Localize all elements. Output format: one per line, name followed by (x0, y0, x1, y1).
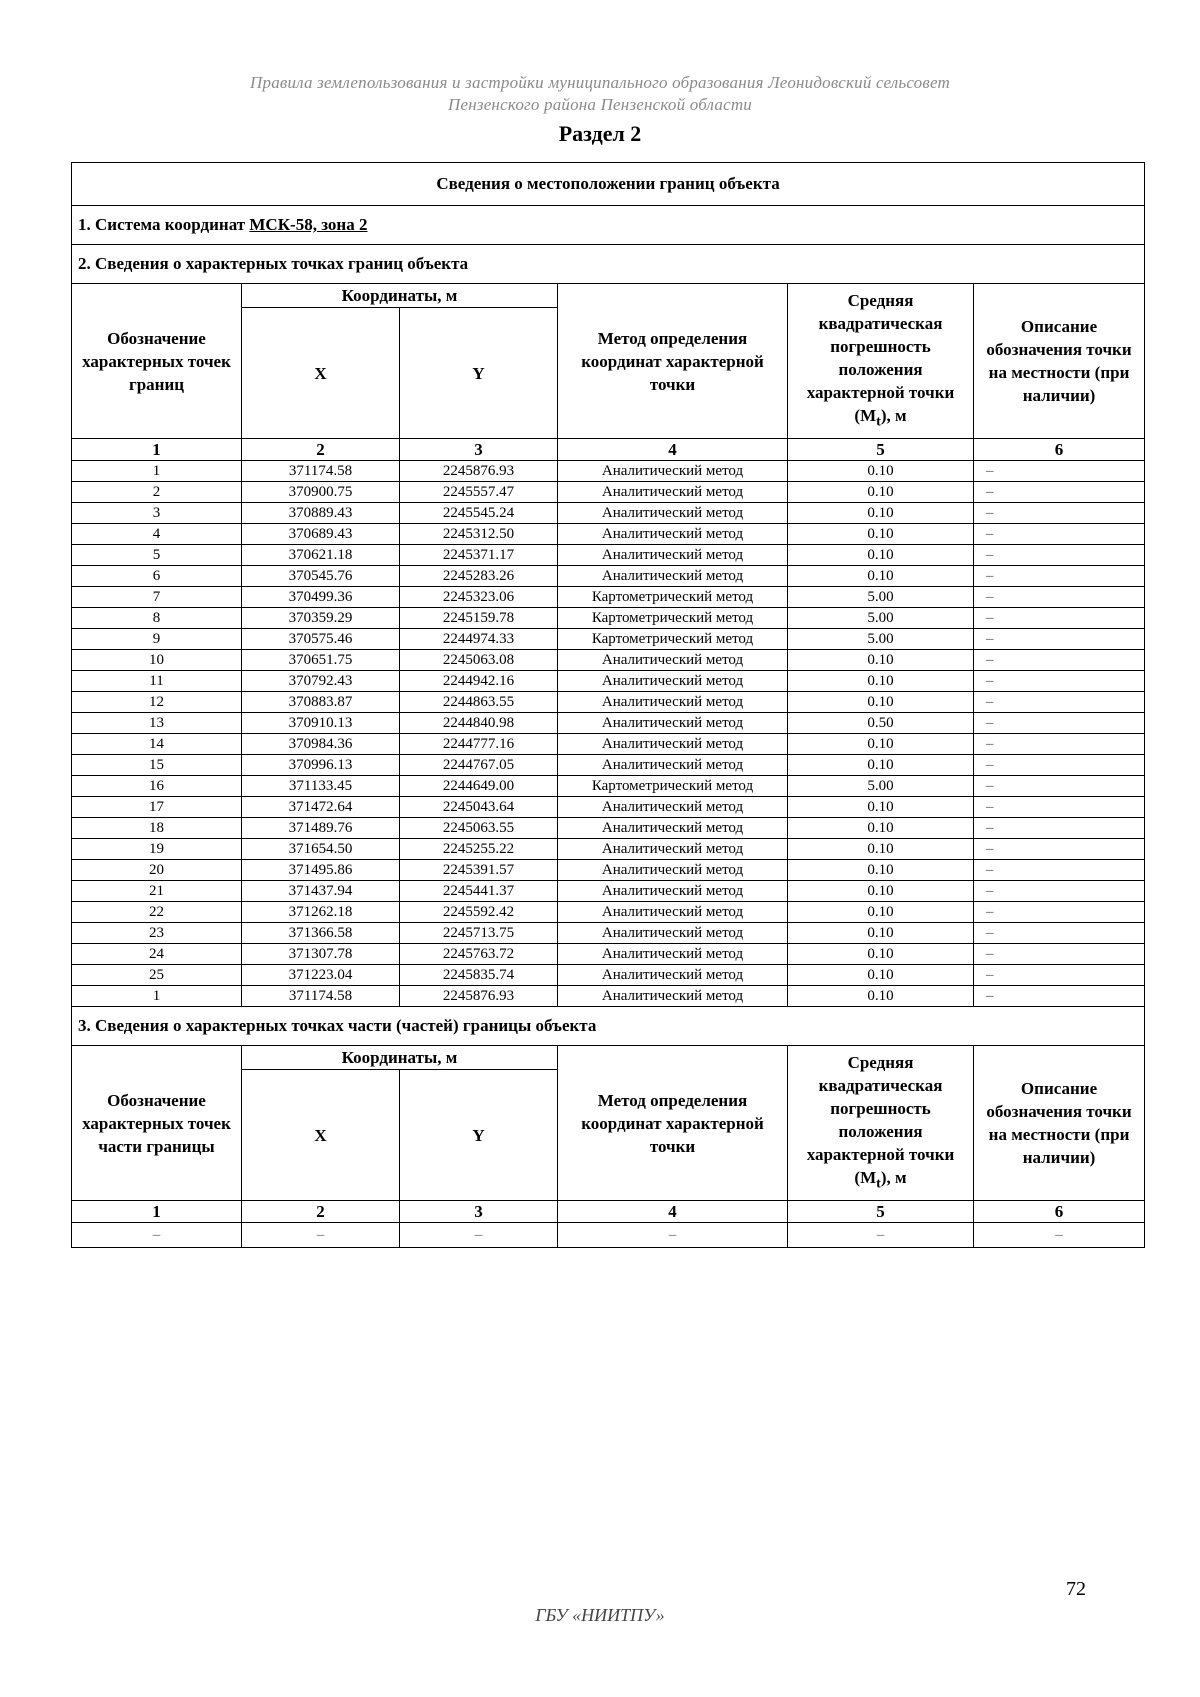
error-cell: 5.00 (788, 629, 974, 650)
point-id-cell: 25 (72, 965, 242, 986)
column-numbers-row (72, 439, 1145, 461)
description-cell: – (974, 671, 1145, 692)
description-cell: – (974, 881, 1145, 902)
x-cell: 371495.86 (242, 860, 400, 881)
table-row (72, 818, 1145, 839)
x-cell: 371174.58 (242, 461, 400, 482)
col-number: 3 (400, 1201, 558, 1223)
description-cell: – (974, 650, 1145, 671)
y-cell: 2244942.16 (400, 671, 558, 692)
y-cell: 2245557.47 (400, 482, 558, 503)
error-cell: 0.10 (788, 839, 974, 860)
point-id-cell: 21 (72, 881, 242, 902)
table-row (72, 650, 1145, 671)
x-cell: 371223.04 (242, 965, 400, 986)
y-cell: 2244863.55 (400, 692, 558, 713)
col-number: 1 (72, 1201, 242, 1223)
description-cell: – (974, 692, 1145, 713)
table-row (72, 524, 1145, 545)
point-id-cell: 13 (72, 713, 242, 734)
x-cell: 370359.29 (242, 608, 400, 629)
y-cell: 2245876.93 (400, 461, 558, 482)
error-cell: 0.10 (788, 461, 974, 482)
col-error-header (788, 1046, 974, 1201)
y-cell: 2245592.42 (400, 902, 558, 923)
table-row (72, 482, 1145, 503)
error-cell: 0.10 (788, 734, 974, 755)
col-y-header: Y (400, 308, 558, 439)
description-cell: – (974, 839, 1145, 860)
x-cell: 371262.18 (242, 902, 400, 923)
col-method-header: Метод определения координат характерной точки (558, 1046, 788, 1201)
points-header-row (72, 284, 1145, 308)
error-cell: – (788, 1223, 974, 1248)
x-cell: 371174.58 (242, 986, 400, 1007)
point-id-cell: 5 (72, 545, 242, 566)
method-cell: Аналитический метод (558, 482, 788, 503)
x-cell: 371654.50 (242, 839, 400, 860)
table-row (72, 860, 1145, 881)
description-cell: – (974, 608, 1145, 629)
col-number: 2 (242, 439, 400, 461)
method-cell: Аналитический метод (558, 545, 788, 566)
method-cell: Аналитический метод (558, 461, 788, 482)
x-cell: 370545.76 (242, 566, 400, 587)
point-id-cell: 18 (72, 818, 242, 839)
y-cell: 2245063.08 (400, 650, 558, 671)
x-cell: 370621.18 (242, 545, 400, 566)
method-cell: Аналитический метод (558, 923, 788, 944)
error-cell: 0.50 (788, 713, 974, 734)
x-cell: 370996.13 (242, 755, 400, 776)
method-cell: Аналитический метод (558, 503, 788, 524)
point-id-cell: 24 (72, 944, 242, 965)
column-numbers-row (72, 1201, 1145, 1223)
description-cell: – (974, 776, 1145, 797)
col-number: 5 (788, 439, 974, 461)
col-x-header: X (242, 1070, 400, 1201)
table-row (72, 629, 1145, 650)
x-cell: 370689.43 (242, 524, 400, 545)
error-cell: 5.00 (788, 587, 974, 608)
x-cell: 370792.43 (242, 671, 400, 692)
col-number: 5 (788, 1201, 974, 1223)
method-cell: Аналитический метод (558, 986, 788, 1007)
x-cell: 371307.78 (242, 944, 400, 965)
table-title: Сведения о местоположении границ объекта (72, 163, 1145, 206)
y-cell: 2245323.06 (400, 587, 558, 608)
y-cell: 2245876.93 (400, 986, 558, 1007)
description-cell: – (974, 860, 1145, 881)
table-row (72, 923, 1145, 944)
method-cell: Аналитический метод (558, 755, 788, 776)
table-row (72, 692, 1145, 713)
description-cell: – (974, 1223, 1145, 1248)
point-id-cell: 8 (72, 608, 242, 629)
y-cell: 2245835.74 (400, 965, 558, 986)
point-id-cell: 3 (72, 503, 242, 524)
table-row (72, 566, 1145, 587)
method-cell: Аналитический метод (558, 818, 788, 839)
error-cell: 0.10 (788, 944, 974, 965)
point-id-cell: 1 (72, 461, 242, 482)
table-row (72, 755, 1145, 776)
table-row (72, 797, 1145, 818)
description-cell: – (974, 734, 1145, 755)
point-id-cell: 4 (72, 524, 242, 545)
y-cell: 2245063.55 (400, 818, 558, 839)
method-cell: Картометрический метод (558, 608, 788, 629)
x-cell: 370575.46 (242, 629, 400, 650)
x-cell: 370883.87 (242, 692, 400, 713)
description-cell: – (974, 755, 1145, 776)
error-cell: 5.00 (788, 608, 974, 629)
error-cell: 0.10 (788, 965, 974, 986)
coord-system (72, 206, 1145, 245)
col-error-sub: t (876, 413, 881, 430)
table-row (72, 713, 1145, 734)
method-cell: Аналитический метод (558, 671, 788, 692)
y-cell: 2245713.75 (400, 923, 558, 944)
table-row (72, 608, 1145, 629)
description-cell: – (974, 902, 1145, 923)
method-cell: Аналитический метод (558, 734, 788, 755)
error-cell: 0.10 (788, 482, 974, 503)
running-header-line1: Правила землепользования и застройки муниципального образования Леонидовский сельсовет (250, 73, 950, 92)
table-row (72, 503, 1145, 524)
table-row (72, 587, 1145, 608)
table-row (72, 671, 1145, 692)
table-row (72, 776, 1145, 797)
description-cell: – (974, 587, 1145, 608)
y-cell: 2245371.17 (400, 545, 558, 566)
col-description-header: Описание обозначения точки на местности (при наличии) (974, 1046, 1145, 1201)
boundary-table (71, 162, 1145, 1248)
col-error-header (788, 284, 974, 439)
point-id-cell: 2 (72, 482, 242, 503)
running-header (0, 72, 1200, 116)
point-id-cell: 20 (72, 860, 242, 881)
col-error-suffix: ), м (880, 1167, 907, 1187)
description-cell: – (974, 797, 1145, 818)
col-number: 2 (242, 1201, 400, 1223)
y-cell: 2244974.33 (400, 629, 558, 650)
point-id-cell: 23 (72, 923, 242, 944)
point-id-cell: 22 (72, 902, 242, 923)
error-cell: 0.10 (788, 881, 974, 902)
col-designation-part-header: Обозначение характерных точек части границы (72, 1046, 242, 1201)
table-row (72, 545, 1145, 566)
error-cell: 0.10 (788, 545, 974, 566)
coord-system-prefix: 1. Система координат (78, 215, 250, 234)
table-row (72, 734, 1145, 755)
description-cell: – (974, 923, 1145, 944)
col-error-sub: t (876, 1175, 881, 1192)
table-row (72, 986, 1145, 1007)
error-cell: 0.10 (788, 566, 974, 587)
method-cell: Аналитический метод (558, 965, 788, 986)
col-number: 6 (974, 1201, 1145, 1223)
parts-header-row (72, 1046, 1145, 1070)
description-cell: – (974, 503, 1145, 524)
table-row (72, 1223, 1145, 1248)
error-cell: 0.10 (788, 692, 974, 713)
description-cell: – (974, 461, 1145, 482)
points-heading: 2. Сведения о характерных точках границ объекта (72, 245, 1145, 284)
section-title: Раздел 2 (558, 121, 642, 146)
point-id-cell: 10 (72, 650, 242, 671)
coord-system-value: МСК-58, зона 2 (249, 215, 368, 234)
table-row (72, 881, 1145, 902)
y-cell: 2244840.98 (400, 713, 558, 734)
description-cell: – (974, 629, 1145, 650)
x-cell: 370900.75 (242, 482, 400, 503)
point-id-cell: 1 (72, 986, 242, 1007)
points-heading-row (72, 245, 1145, 284)
method-cell: Картометрический метод (558, 629, 788, 650)
error-cell: 0.10 (788, 503, 974, 524)
method-cell: Аналитический метод (558, 902, 788, 923)
parts-heading: 3. Сведения о характерных точках части (частей) границы объекта (72, 1007, 1145, 1046)
y-cell: 2245312.50 (400, 524, 558, 545)
error-cell: 0.10 (788, 902, 974, 923)
table-row (72, 461, 1145, 482)
point-id-cell: 16 (72, 776, 242, 797)
col-number: 4 (558, 1201, 788, 1223)
col-coordinates-header: Координаты, м (242, 284, 558, 308)
point-id-cell: 17 (72, 797, 242, 818)
point-id-cell: – (72, 1223, 242, 1248)
y-cell: 2245545.24 (400, 503, 558, 524)
x-cell: 370910.13 (242, 713, 400, 734)
error-cell: 0.10 (788, 860, 974, 881)
method-cell: Аналитический метод (558, 650, 788, 671)
description-cell: – (974, 482, 1145, 503)
x-cell: 370651.75 (242, 650, 400, 671)
error-cell: 0.10 (788, 650, 974, 671)
point-id-cell: 11 (72, 671, 242, 692)
x-cell: 370984.36 (242, 734, 400, 755)
y-cell: 2245043.64 (400, 797, 558, 818)
description-cell: – (974, 713, 1145, 734)
x-cell: 371437.94 (242, 881, 400, 902)
x-cell: 371133.45 (242, 776, 400, 797)
description-cell: – (974, 566, 1145, 587)
method-cell: Аналитический метод (558, 797, 788, 818)
col-y-header: Y (400, 1070, 558, 1201)
description-cell: – (974, 524, 1145, 545)
col-number: 3 (400, 439, 558, 461)
y-cell: – (400, 1223, 558, 1248)
x-cell: – (242, 1223, 400, 1248)
description-cell: – (974, 986, 1145, 1007)
method-cell: Аналитический метод (558, 860, 788, 881)
description-cell: – (974, 545, 1145, 566)
col-error-main: Средняя квадратическая погрешность положения характерной точки (M (806, 290, 955, 425)
description-cell: – (974, 965, 1145, 986)
error-cell: 0.10 (788, 671, 974, 692)
point-id-cell: 9 (72, 629, 242, 650)
description-cell: – (974, 944, 1145, 965)
description-cell: – (974, 818, 1145, 839)
parts-heading-row (72, 1007, 1145, 1046)
point-id-cell: 15 (72, 755, 242, 776)
page-number: 72 (1066, 1578, 1086, 1600)
error-cell: 5.00 (788, 776, 974, 797)
y-cell: 2244777.16 (400, 734, 558, 755)
col-designation-header: Обозначение характерных точек границ (72, 284, 242, 439)
x-cell: 371366.58 (242, 923, 400, 944)
point-id-cell: 19 (72, 839, 242, 860)
method-cell: Аналитический метод (558, 881, 788, 902)
x-cell: 371489.76 (242, 818, 400, 839)
x-cell: 370499.36 (242, 587, 400, 608)
point-id-cell: 7 (72, 587, 242, 608)
col-error-main: Средняя квадратическая погрешность положения характерной точки (M (806, 1052, 955, 1187)
error-cell: 0.10 (788, 923, 974, 944)
error-cell: 0.10 (788, 986, 974, 1007)
col-coordinates-header: Координаты, м (242, 1046, 558, 1070)
y-cell: 2244767.05 (400, 755, 558, 776)
col-number: 6 (974, 439, 1145, 461)
method-cell: Аналитический метод (558, 692, 788, 713)
col-method-header: Метод определения координат характерной точки (558, 284, 788, 439)
y-cell: 2245763.72 (400, 944, 558, 965)
method-cell: Аналитический метод (558, 524, 788, 545)
error-cell: 0.10 (788, 755, 974, 776)
method-cell: Картометрический метод (558, 776, 788, 797)
method-cell: – (558, 1223, 788, 1248)
table-row (72, 944, 1145, 965)
method-cell: Картометрический метод (558, 587, 788, 608)
table-title-row (72, 163, 1145, 206)
col-x-header: X (242, 308, 400, 439)
error-cell: 0.10 (788, 818, 974, 839)
x-cell: 371472.64 (242, 797, 400, 818)
y-cell: 2245255.22 (400, 839, 558, 860)
method-cell: Аналитический метод (558, 839, 788, 860)
error-cell: 0.10 (788, 524, 974, 545)
y-cell: 2245283.26 (400, 566, 558, 587)
method-cell: Аналитический метод (558, 944, 788, 965)
y-cell: 2245441.37 (400, 881, 558, 902)
table-row (72, 902, 1145, 923)
point-id-cell: 6 (72, 566, 242, 587)
footer: ГБУ «НИИТПУ» (535, 1605, 665, 1625)
col-description-header: Описание обозначения точки на местности (при наличии) (974, 284, 1145, 439)
y-cell: 2244649.00 (400, 776, 558, 797)
method-cell: Аналитический метод (558, 713, 788, 734)
coord-system-row (72, 206, 1145, 245)
col-error-suffix: ), м (880, 405, 907, 425)
method-cell: Аналитический метод (558, 566, 788, 587)
point-id-cell: 12 (72, 692, 242, 713)
running-header-line2: Пензенского района Пензенской области (448, 95, 752, 114)
table-row (72, 965, 1145, 986)
y-cell: 2245159.78 (400, 608, 558, 629)
point-id-cell: 14 (72, 734, 242, 755)
table-row (72, 839, 1145, 860)
col-number: 4 (558, 439, 788, 461)
x-cell: 370889.43 (242, 503, 400, 524)
col-number: 1 (72, 439, 242, 461)
y-cell: 2245391.57 (400, 860, 558, 881)
error-cell: 0.10 (788, 797, 974, 818)
